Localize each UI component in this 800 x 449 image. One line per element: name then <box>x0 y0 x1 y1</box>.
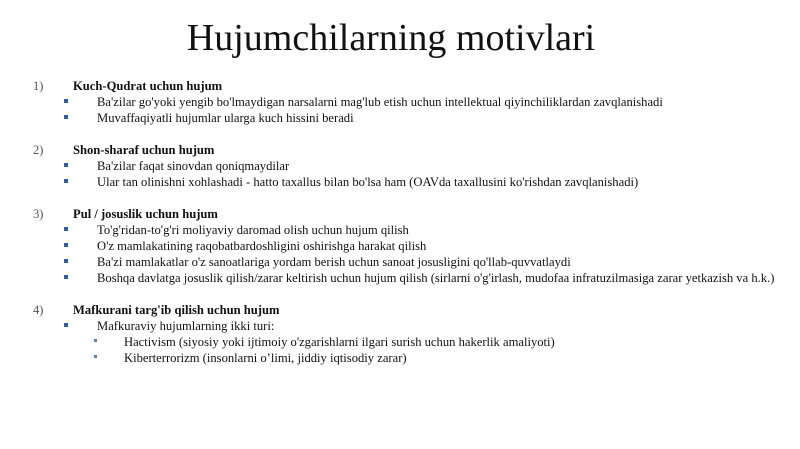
section-1 <box>33 78 783 126</box>
section-header <box>33 78 783 94</box>
square-bullet-icon <box>64 115 68 119</box>
list-item-text: Ular tan olinishni xohlashadi - hatto taxallus bilan bo'lsa ham (OAVda taxallusini ko'rishdan zavqlanishadi) <box>97 175 639 189</box>
square-bullet-icon <box>64 99 68 103</box>
list-item <box>33 222 783 238</box>
list-item-text: Muvaffaqiyatli hujumlar ularga kuch hissini beradi <box>97 111 354 125</box>
list-item <box>33 318 783 366</box>
list-item <box>33 254 783 270</box>
sub-list-item <box>33 350 783 366</box>
section-header <box>33 302 783 318</box>
bullet-list <box>33 94 783 126</box>
list-item <box>33 174 783 190</box>
section-heading: Kuch-Qudrat uchun hujum <box>73 79 223 93</box>
square-bullet-icon <box>64 275 68 279</box>
section-2 <box>33 142 783 190</box>
section-header <box>33 142 783 158</box>
small-square-bullet-icon <box>94 355 97 358</box>
sub-list-item-text: Kiberterrorizm (insonlarni o’limi, jiddiy iqtisodiy zarar) <box>124 351 407 365</box>
square-bullet-icon <box>64 259 68 263</box>
list-item <box>33 110 783 126</box>
list-item <box>33 158 783 174</box>
list-item <box>33 270 783 286</box>
section-heading: Pul / josuslik uchun hujum <box>73 207 218 221</box>
square-bullet-icon <box>64 227 68 231</box>
section-heading: Shon-sharaf uchun hujum <box>73 143 215 157</box>
square-bullet-icon <box>64 323 68 327</box>
section-3 <box>33 206 783 286</box>
section-number: 1) <box>33 79 44 93</box>
slide-title: Hujumchilarning motivlari <box>186 17 596 59</box>
list-item-text: Ba'zilar faqat sinovdan qoniqmaydilar <box>97 159 290 173</box>
list-item-text: Ba'zilar go'yoki yengib bo'lmaydigan narsalarni mag'lub etish uchun intellektual qiyinchiliklardan zavqlanishadi <box>97 95 663 109</box>
list-item-text: Boshqa davlatga josuslik qilish/zarar keltirish uchun hujum qilish (sirlarni o'g'irlash, mudofaa infratuzilmasiga zarar yetkazish va h.k.) <box>97 271 775 285</box>
section-number: 2) <box>33 143 44 157</box>
small-square-bullet-icon <box>94 339 97 342</box>
bullet-list <box>33 318 783 366</box>
list-item-text: Ba'zi mamlakatlar o'z sanoatlariga yordam berish uchun sanoat josusligini qo'llab-quvvatlaydi <box>97 255 571 269</box>
sub-bullet-list <box>97 334 783 366</box>
square-bullet-icon <box>64 243 68 247</box>
bullet-list <box>33 222 783 286</box>
sub-list-item-text: Hactivism (siyosiy yoki ijtimoiy o'zgarishlarni ilgari surish uchun hakerlik amaliyoti) <box>124 335 555 349</box>
list-item <box>33 94 783 110</box>
section-number: 3) <box>33 207 44 221</box>
section-header <box>33 206 783 222</box>
list-item-text: O'z mamlakatining raqobatbardoshligini oshirishga harakat qilish <box>97 239 427 253</box>
list-item-text: Mafkuraviy hujumlarning ikki turi: <box>97 319 275 333</box>
section-number: 4) <box>33 303 44 317</box>
section-4 <box>33 302 783 366</box>
list-item-text: To'g'ridan-to'g'ri moliyaviy daromad olish uchun hujum qilish <box>97 223 409 237</box>
square-bullet-icon <box>64 179 68 183</box>
sub-list-item <box>33 334 783 350</box>
bullet-list <box>33 158 783 190</box>
list-item <box>33 238 783 254</box>
slide-content <box>33 78 783 366</box>
section-heading: Mafkurani targ'ib qilish uchun hujum <box>73 303 280 317</box>
square-bullet-icon <box>64 163 68 167</box>
